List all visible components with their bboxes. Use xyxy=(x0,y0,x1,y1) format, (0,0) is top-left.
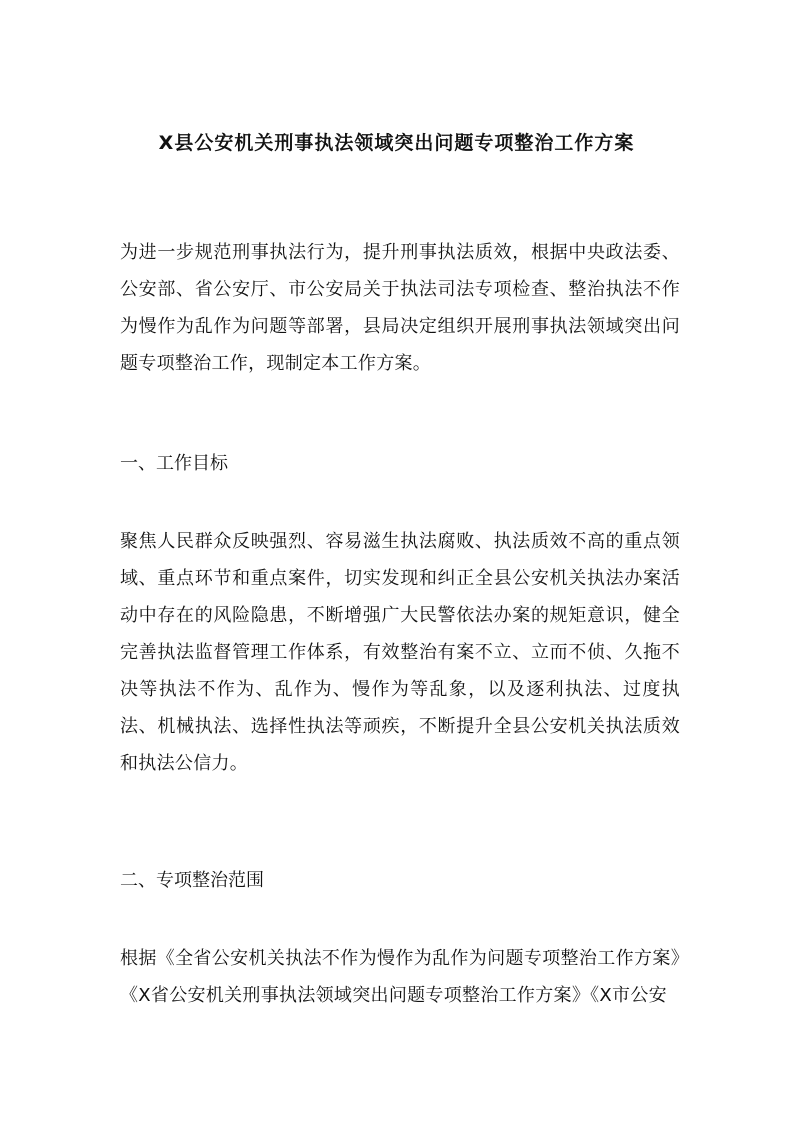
goals-paragraph: 聚焦人民群众反映强烈、容易滋生执法腐败、执法质效不高的重点领域、重点环节和重点案件，切实发现和纠正全县公安机关执法办案活动中存在的风险隐患，不断增强广大民警依法办案的规矩意识，健全完善执法监督管理工作体系，有效整治有案不立、立而不侦、久拖不决等执法不作为、乱作为、慢作为等乱象，以及逐利执法、过度执法、机械执法、选择性执法等顽疾，不断提升全县公安机关执法质效和执法公信力。 xyxy=(120,531,680,774)
scope-paragraph: 根据《全省公安机关执法不作为慢作为乱作为问题专项整治工作方案》《X省公安机关刑事执法领域突出问题专项整治工作方案》《X市公安 xyxy=(120,948,680,1006)
intro-paragraph: 为进一步规范刑事执法行为，提升刑事执法质效，根据中央政法委、公安部、省公安厅、市公安局关于执法司法专项检查、整治执法不作为慢作为乱作为问题等部署，县局决定组织开展刑事执法领域突出问题专项整治工作，现制定本工作方案。 xyxy=(120,242,680,374)
document-title: X县公安机关刑事执法领域突出问题专项整治工作方案 xyxy=(158,132,635,154)
section-heading-scope: 二、专项整治范围 xyxy=(120,870,264,891)
section-heading-goals: 一、工作目标 xyxy=(120,453,228,474)
